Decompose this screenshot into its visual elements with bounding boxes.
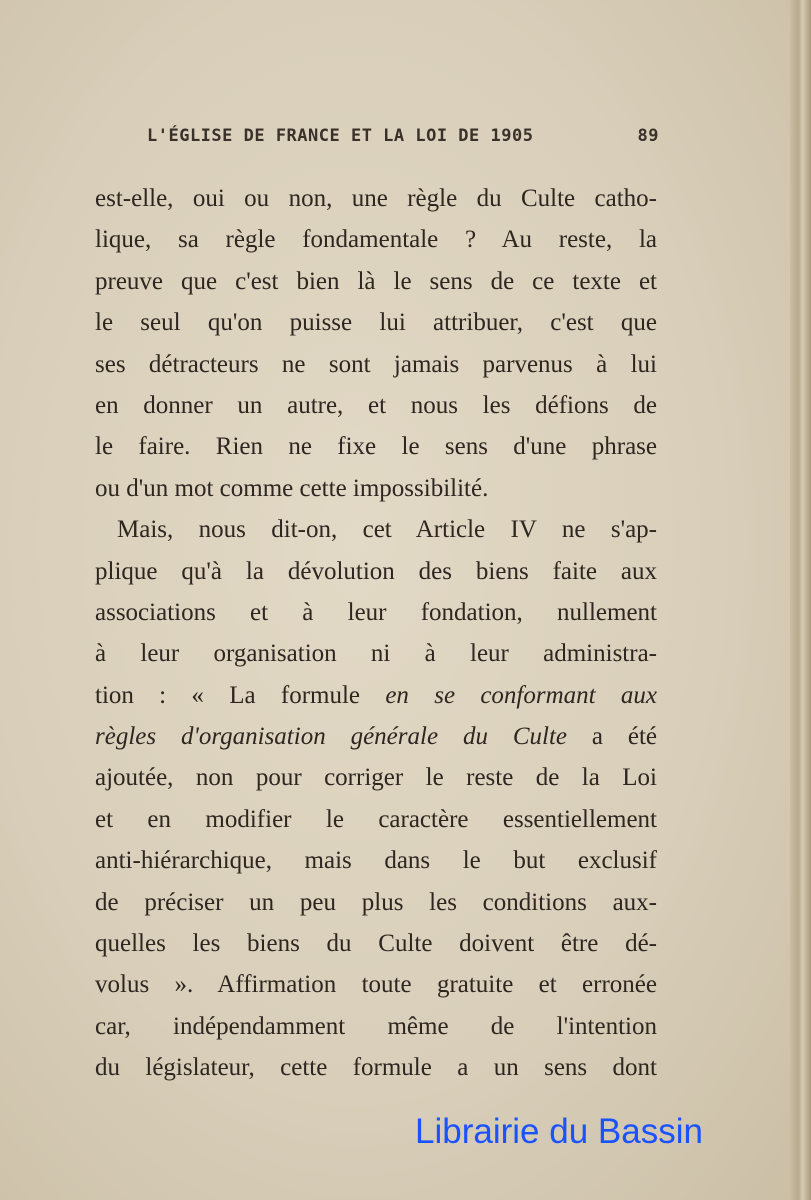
text-line: [95, 716, 657, 757]
text-line: lique, sa règle fondamentale ? Au reste, la: [95, 226, 657, 254]
body-text: [95, 178, 657, 1089]
text-line: et en modifier le caractère essentiellement: [95, 805, 657, 833]
text-line: ses détracteurs ne sont jamais parvenus à lui: [95, 350, 657, 378]
text-line: à leur organisation ni à leur administra-: [95, 640, 657, 668]
text-line: de préciser un peu plus les conditions aux-: [95, 888, 657, 916]
text-line: en donner un autre, et nous les défions de: [95, 391, 657, 419]
running-title: L'ÉGLISE DE FRANCE ET LA LOI DE 1905: [147, 126, 534, 146]
text-line: le faire. Rien ne fixe le sens d'une phrase: [95, 433, 657, 461]
watermark: Librairie du Bassin: [415, 1112, 703, 1151]
text-segment: tion : « La formule: [95, 681, 386, 709]
text-segment: a été: [567, 723, 658, 751]
italic-segment: règles d'organisation générale du Culte: [95, 723, 567, 751]
text-line: ou d'un mot comme cette impossibilité.: [95, 474, 489, 502]
text-line: volus ». Affirmation toute gratuite et erronée: [95, 971, 657, 999]
text-line: [95, 675, 657, 716]
text-line: plique qu'à la dévolution des biens faite aux: [95, 557, 657, 585]
text-line: Mais, nous dit-on, cet Article IV ne s'ap-: [117, 516, 657, 544]
text-line: est-elle, oui ou non, une règle du Culte catho-: [95, 185, 657, 212]
text-line: ajoutée, non pour corriger le reste de la Loi: [95, 764, 657, 792]
italic-segment: en se conformant aux: [385, 681, 658, 709]
text-line: le seul qu'on puisse lui attribuer, c'est que: [95, 309, 657, 337]
page-edge: [790, 0, 811, 1200]
text-line: car, indépendamment même de l'intention: [95, 1012, 657, 1040]
text-line: du législateur, cette formule a un sens dont: [95, 1054, 657, 1082]
text-line: associations et à leur fondation, nullement: [95, 598, 657, 626]
running-header: [147, 126, 659, 146]
page-number: 89: [637, 126, 659, 146]
text-line: anti-hiérarchique, mais dans le but exclusif: [95, 847, 657, 875]
text-line: preuve que c'est bien là le sens de ce texte et: [95, 267, 657, 295]
text-line: quelles les biens du Culte doivent être dé-: [95, 930, 657, 958]
